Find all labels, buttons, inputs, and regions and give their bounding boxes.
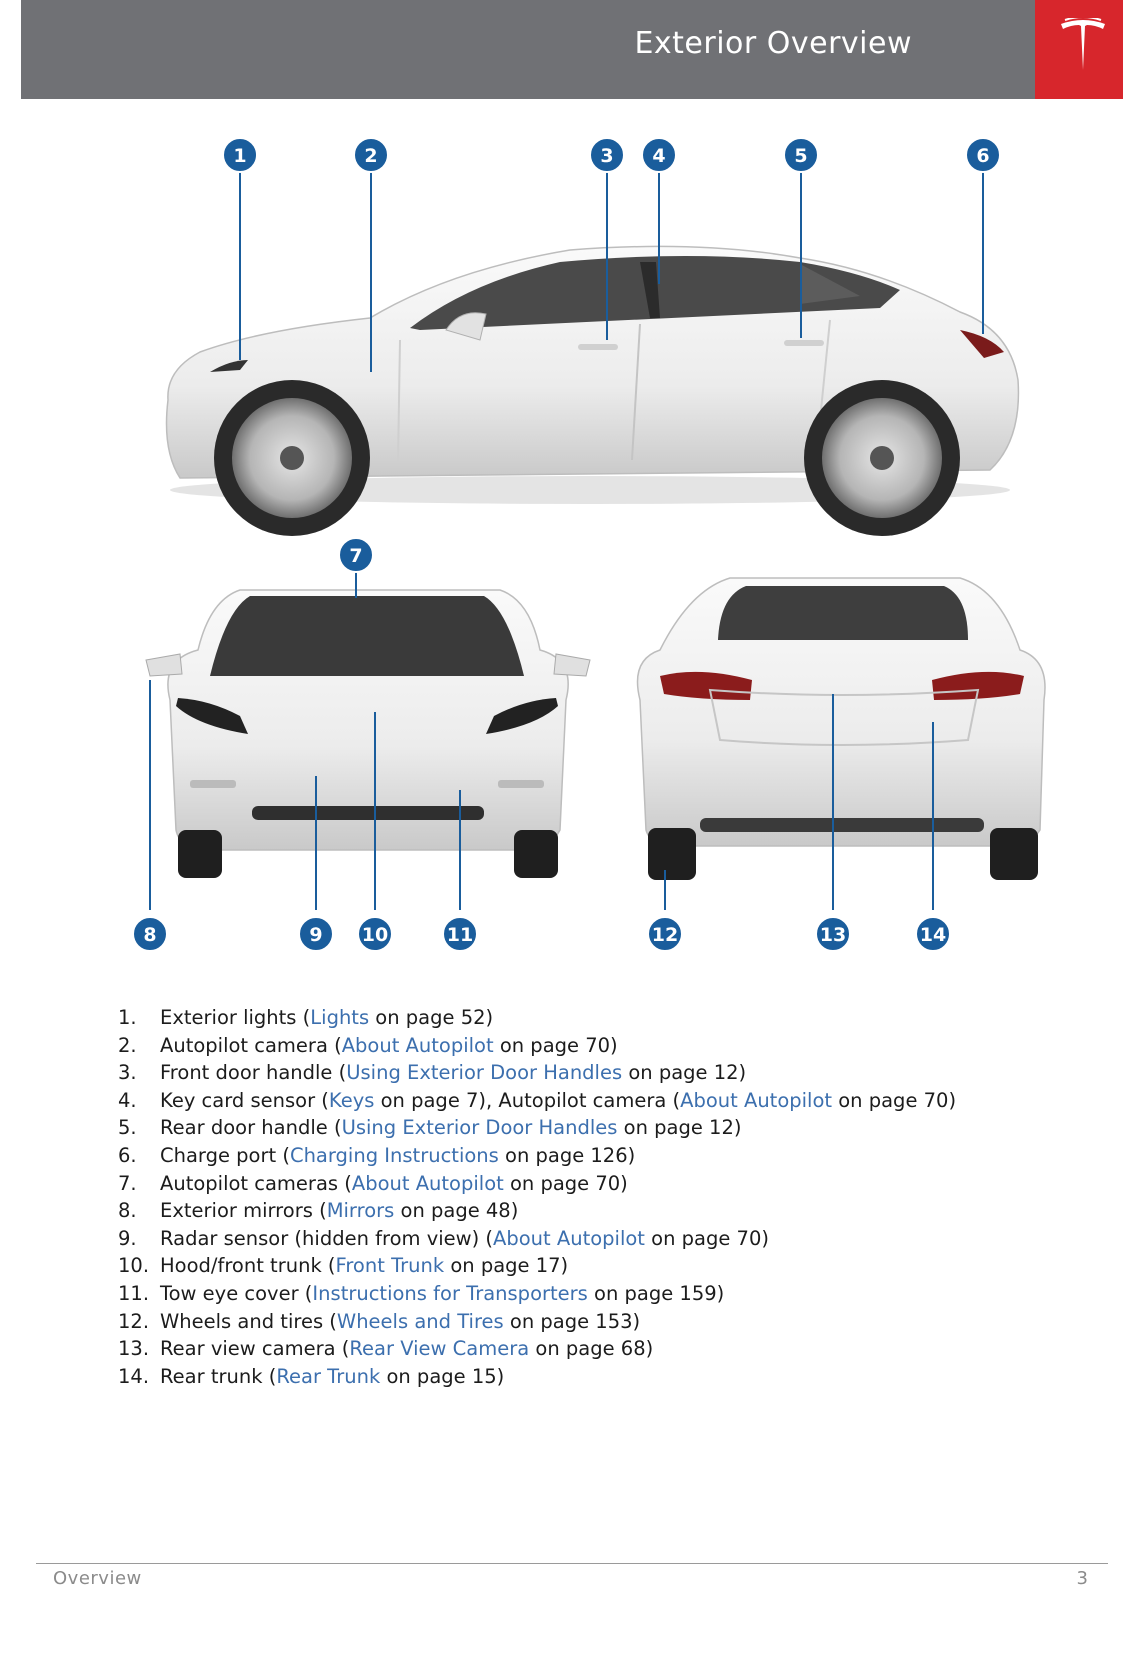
item-number: 2. — [118, 1033, 137, 1057]
callout-4 — [642, 138, 676, 172]
callout-8 — [133, 917, 167, 951]
page-link[interactable]: About Autopilot — [680, 1088, 833, 1112]
item-number: 9. — [118, 1226, 137, 1250]
item-text: Exterior mirrors ( — [160, 1199, 327, 1223]
list-item — [118, 1197, 956, 1225]
exterior-diagram — [0, 99, 1142, 979]
item-page-ref: on page 159) — [587, 1281, 725, 1305]
svg-text:4: 4 — [652, 145, 666, 167]
svg-text:10: 10 — [361, 924, 389, 946]
item-text: Charge port ( — [160, 1143, 290, 1167]
callout-11 — [443, 917, 477, 951]
list-item — [118, 1252, 956, 1280]
item-number: 10. — [118, 1254, 150, 1278]
item-text: Rear trunk ( — [160, 1364, 277, 1388]
page-link[interactable]: About Autopilot — [351, 1171, 504, 1195]
list-item — [118, 1087, 956, 1115]
item-page-ref: on page 126) — [498, 1143, 636, 1167]
item-page-ref: on page 70) — [832, 1088, 957, 1112]
list-item — [118, 1225, 956, 1253]
item-number: 1. — [118, 1006, 137, 1029]
item-page-ref: on page 70) — [503, 1171, 628, 1195]
page-link[interactable]: About Autopilot — [493, 1226, 645, 1250]
car-side-view — [167, 246, 1019, 536]
list-item — [118, 1059, 956, 1087]
item-page-ref: on page 68) — [529, 1337, 654, 1361]
callout-1 — [223, 138, 257, 172]
svg-text:7: 7 — [349, 545, 363, 567]
page-link[interactable]: Instructions for Transporters — [312, 1281, 588, 1305]
item-number: 13. — [118, 1337, 150, 1361]
page-title: Exterior Overview — [634, 26, 912, 61]
list-item — [118, 1142, 956, 1170]
item-page-ref: on page 153) — [503, 1309, 641, 1333]
footer-divider — [36, 1563, 1108, 1564]
item-page-ref: on page 17) — [444, 1254, 569, 1278]
page-header — [21, 0, 1035, 99]
svg-text:12: 12 — [651, 924, 679, 946]
page-link[interactable]: Charging Instructions — [289, 1143, 499, 1167]
list-item — [118, 1308, 956, 1336]
car-front-view — [146, 590, 590, 878]
callout-7 — [339, 538, 373, 572]
svg-text:6: 6 — [976, 145, 990, 167]
item-text: Rear view camera ( — [160, 1337, 350, 1361]
list-item — [118, 1114, 956, 1142]
svg-text:2: 2 — [364, 145, 378, 167]
callout-3 — [590, 138, 624, 172]
item-text: Rear door handle ( — [160, 1116, 342, 1140]
svg-text:8: 8 — [143, 924, 157, 946]
item-number: 11. — [118, 1281, 150, 1305]
item-text: Radar sensor (hidden from view) ( — [160, 1226, 494, 1250]
item-number: 7. — [118, 1171, 137, 1195]
item-number: 3. — [118, 1061, 137, 1085]
item-number: 6. — [118, 1143, 137, 1167]
callout-2 — [354, 138, 388, 172]
item-number: 8. — [118, 1199, 137, 1223]
item-number: 4. — [118, 1088, 137, 1112]
brand-logo — [1035, 0, 1123, 99]
callout-6 — [966, 138, 1000, 172]
item-text: Tow eye cover ( — [160, 1281, 313, 1305]
page-link[interactable]: Lights — [310, 1006, 370, 1029]
item-text: Exterior lights ( — [160, 1006, 311, 1029]
svg-text:9: 9 — [309, 924, 323, 946]
item-text: Wheels and tires ( — [160, 1309, 337, 1333]
callout-13 — [816, 917, 850, 951]
item-text: Hood/front trunk ( — [160, 1254, 336, 1278]
list-item — [118, 1280, 956, 1308]
item-number: 14. — [118, 1364, 150, 1388]
list-item — [118, 1004, 956, 1032]
car-rear-view — [638, 578, 1046, 880]
item-number: 5. — [118, 1116, 137, 1140]
item-number: 12. — [118, 1309, 150, 1333]
callout-legend — [118, 1004, 956, 1390]
list-item — [118, 1032, 956, 1060]
page-link[interactable]: Rear Trunk — [276, 1364, 381, 1388]
page-link[interactable]: Keys — [328, 1088, 375, 1112]
item-text: Autopilot cameras ( — [160, 1171, 352, 1195]
page-link[interactable]: Rear View Camera — [349, 1337, 530, 1361]
svg-text:11: 11 — [446, 924, 474, 946]
page-link[interactable]: Front Trunk — [335, 1254, 445, 1278]
callout-14 — [916, 917, 950, 951]
item-text: Front door handle ( — [160, 1061, 347, 1085]
callout-12 — [648, 917, 682, 951]
item-page-ref: on page 48) — [394, 1199, 519, 1223]
item-page-ref: on page 70) — [644, 1226, 769, 1250]
svg-text:13: 13 — [819, 924, 847, 946]
page-link[interactable]: Wheels and Tires — [336, 1309, 504, 1333]
footer-section-name: Overview — [53, 1568, 142, 1589]
item-page-ref: on page 52) — [369, 1006, 494, 1029]
page-number: 3 — [1076, 1568, 1088, 1589]
svg-text:5: 5 — [794, 145, 808, 167]
list-item — [118, 1335, 956, 1363]
page-link[interactable]: Using Exterior Door Handles — [346, 1061, 623, 1085]
item-page-ref: on page 15) — [380, 1364, 505, 1388]
svg-text:1: 1 — [233, 145, 247, 167]
item-page-ref: on page 7), Autopilot camera ( — [374, 1088, 681, 1112]
page-link[interactable]: Mirrors — [326, 1199, 395, 1223]
item-page-ref: on page 12) — [617, 1116, 742, 1140]
callout-5 — [784, 138, 818, 172]
callout-10 — [358, 917, 392, 951]
item-page-ref: on page 70) — [493, 1033, 618, 1057]
list-item — [118, 1363, 956, 1391]
tesla-t-logo-icon — [1059, 18, 1107, 72]
list-item — [118, 1170, 956, 1198]
item-text: Autopilot camera ( — [160, 1033, 342, 1057]
svg-text:3: 3 — [600, 145, 614, 167]
svg-text:14: 14 — [919, 924, 947, 946]
callout-9 — [299, 917, 333, 951]
page-link[interactable]: Using Exterior Door Handles — [341, 1116, 618, 1140]
item-text: Key card sensor ( — [160, 1088, 329, 1112]
item-page-ref: on page 12) — [622, 1061, 747, 1085]
page-link[interactable]: About Autopilot — [341, 1033, 494, 1057]
